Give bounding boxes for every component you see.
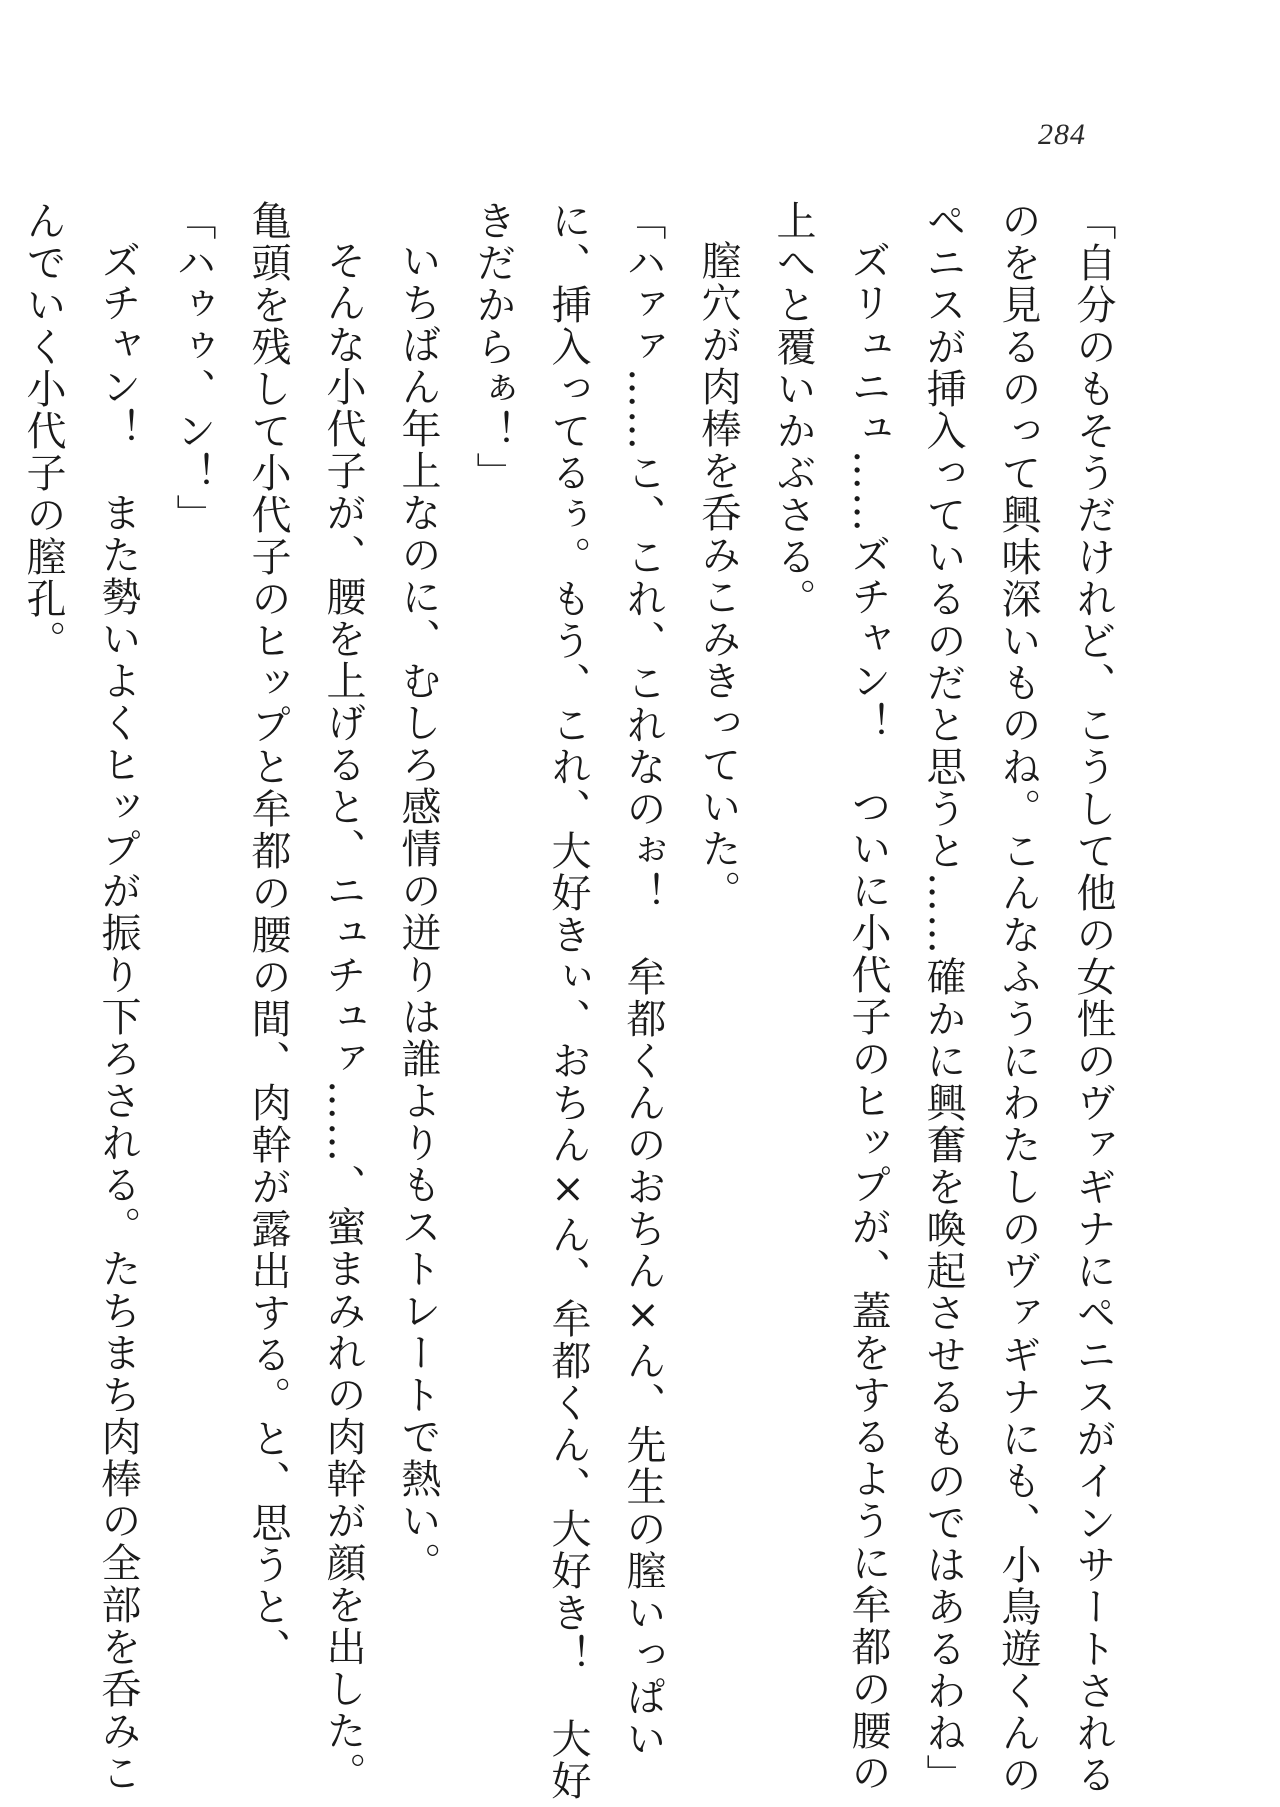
text-line: そんな小代子が、腰を上げると、ニュチュァ……、蜜まみれの肉幹が顔を出した。 bbox=[320, 240, 366, 1794]
text-line: 「ハゥゥ、ン！」 bbox=[170, 200, 216, 536]
text-line: のを見るのって興味深いものね。こんなふうにわたしのヴァギナにも、小鳥遊くんの bbox=[995, 200, 1041, 1796]
text-line: 膣穴が肉棒を呑みこみきっていた。 bbox=[695, 240, 741, 912]
text-line bbox=[0, 200, 5, 1680]
page-number: 284 bbox=[1038, 118, 1086, 151]
text-line: に、挿入ってるぅ。もう、これ、大好きぃ、おちん×ん、牟都くん、大好き！ 大好 bbox=[545, 200, 591, 1802]
text-line: 「ハァァ……こ、これ、これなのぉ！ 牟都くんのおちん×ん、先生の膣いっぱい bbox=[620, 200, 666, 1760]
text-line: ペニスが挿入っているのだと思うと……確かに興奮を喚起させるものではあるわね」 bbox=[920, 200, 966, 1796]
text-line: ズチャン！ また勢いよくヒップが振り下ろされる。たちまち肉棒の全部を呑みこ bbox=[95, 240, 141, 1794]
text-line: ズリュニュ……ズチャン！ ついに小代子のヒップが、蓋をするように牟都の腰の bbox=[845, 240, 891, 1794]
text-line: いちばん年上なのに、むしろ感情の迸りは誰よりもストレートで熱い。 bbox=[395, 240, 441, 1584]
text-line: 上へと覆いかぶさる。 bbox=[770, 200, 816, 620]
text-line: きだからぁ！」 bbox=[470, 200, 516, 494]
text-line: 「自分のもそうだけれど、こうして他の女性のヴァギナにペニスがインサートされる bbox=[1070, 200, 1116, 1796]
text-line: んでいく小代子の膣孔。 bbox=[20, 200, 66, 662]
text-line: 亀頭を残して小代子のヒップと牟都の腰の間、肉幹が露出する。と、思うと、 bbox=[245, 200, 291, 1670]
vertical-text-body bbox=[20, 200, 1130, 1802]
